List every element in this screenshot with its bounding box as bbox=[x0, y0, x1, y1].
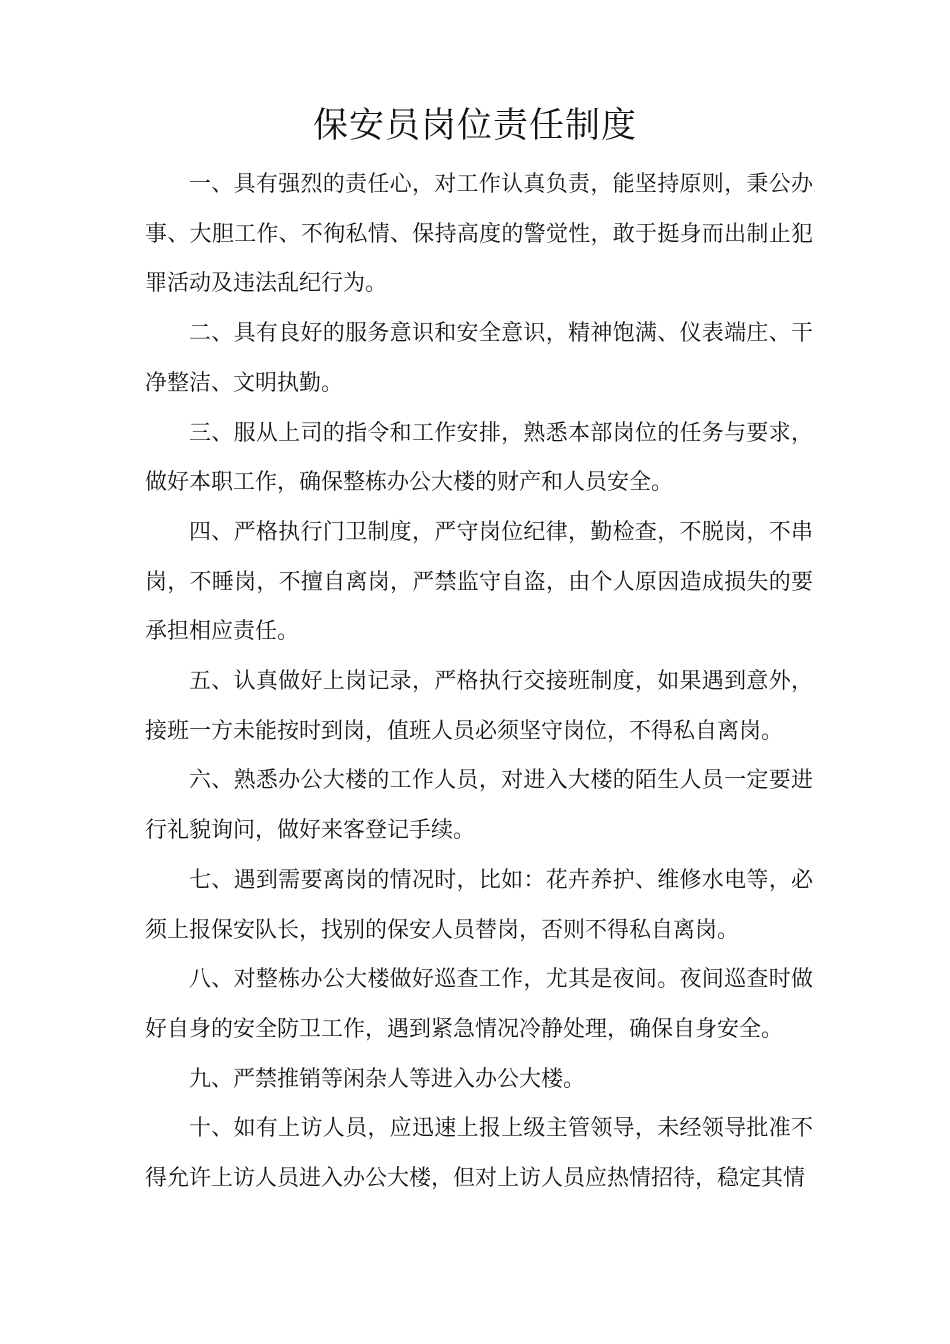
clause-3: 三、服从上司的指令和工作安排，熟悉本部岗位的任务与要求，做好本职工作，确保整栋办公大楼的财产和人员安全。 bbox=[145, 420, 813, 496]
clause-6: 六、熟悉办公大楼的工作人员，对进入大楼的陌生人员一定要进行礼貌询问，做好来客登记手续。 bbox=[145, 768, 813, 844]
clause-7: 七、遇到需要离岗的情况时，比如：花卉养护、维修水电等，必须上报保安队长，找别的保安人员替岗，否则不得私自离岗。 bbox=[145, 867, 813, 943]
clause-5: 五、认真做好上岗记录，严格执行交接班制度，如果遇到意外，接班一方未能按时到岗，值班人员必须坚守岗位，不得私自离岗。 bbox=[145, 669, 813, 744]
document-body bbox=[145, 160, 813, 1204]
clause-1: 一、具有强烈的责任心，对工作认真负责，能坚持原则，秉公办事、大胆工作、不徇私情、保持高度的警觉性，敢于挺身而出制止犯罪活动及违法乱纪行为。 bbox=[145, 172, 813, 297]
clause-8: 八、对整栋办公大楼做好巡查工作，尤其是夜间。夜间巡查时做好自身的安全防卫工作，遇到紧急情况冷静处理，确保自身安全。 bbox=[145, 967, 813, 1042]
clause-2: 二、具有良好的服务意识和安全意识，精神饱满、仪表端庄、干净整洁、文明执勤。 bbox=[145, 321, 813, 396]
clause-10: 十、如有上访人员，应迅速上报上级主管领导，未经领导批准不得允许上访人员进入办公大楼，但对上访人员应热情招待，稳定其情 bbox=[145, 1116, 813, 1192]
document-title: 保安员岗位责任制度 bbox=[312, 106, 637, 146]
clause-9: 九、严禁推销等闲杂人等进入办公大楼。 bbox=[189, 1066, 586, 1092]
clause-4: 四、严格执行门卫制度，严守岗位纪律，勤检查，不脱岗，不串岗，不睡岗，不擅自离岗，严禁监守自盗，由个人原因造成损失的要承担相应责任。 bbox=[145, 519, 813, 645]
